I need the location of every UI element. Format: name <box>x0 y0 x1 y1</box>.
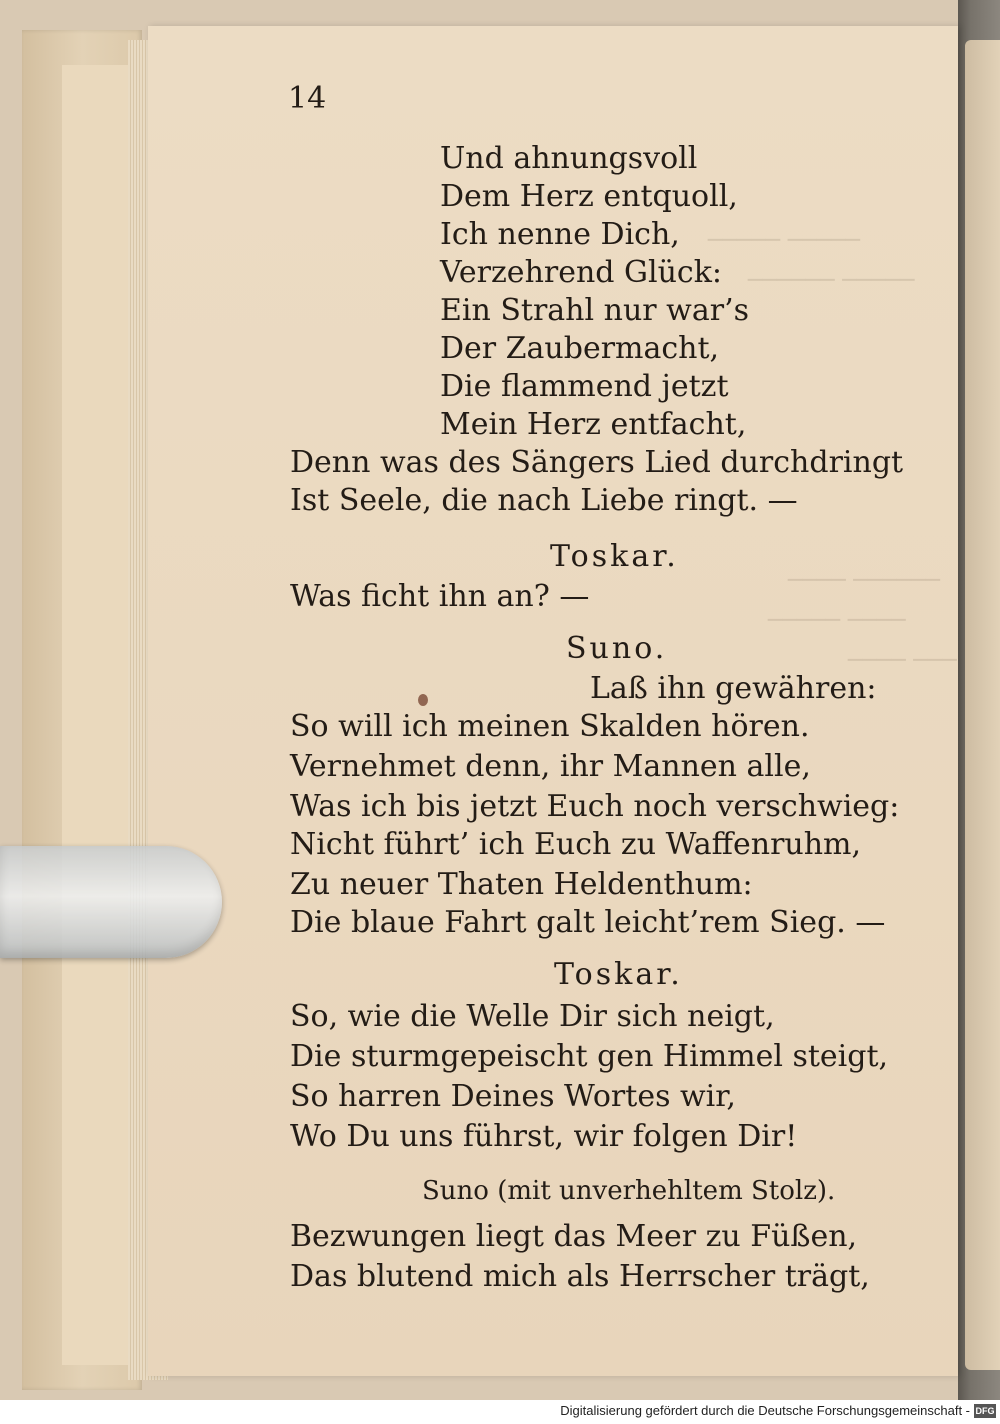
show-through-text: ───── ──── <box>768 606 906 634</box>
verse-line: Und ahnungsvoll <box>440 141 698 176</box>
page-holder-clip <box>0 846 222 958</box>
speaker-name: Suno. <box>566 631 668 666</box>
verse-line: Verzehrend Glück: <box>440 255 723 290</box>
dfg-logo: DFG <box>975 1406 995 1416</box>
verse-line: So, wie die Welle Dir sich neigt, <box>290 999 775 1034</box>
speaker-name: Toskar. <box>554 957 683 992</box>
verse-line: Dem Herz entquoll, <box>440 179 738 214</box>
verse-line: Ein Strahl nur war’s <box>440 293 749 328</box>
verse-line: Das blutend mich als Herrscher trägt, <box>290 1259 870 1294</box>
verse-line: Ich nenne Dich, <box>440 217 680 252</box>
speaker-name: Toskar. <box>550 539 679 574</box>
verse-line: Mein Herz entfacht, <box>440 407 747 442</box>
page-number: 14 <box>288 81 327 116</box>
verse-line: Was ich bis jetzt Euch noch verschwieg: <box>290 789 900 824</box>
funding-notice: Digitalisierung gefördert durch die Deutsche Forschungsgemeinschaft - <box>560 1403 970 1418</box>
show-through-text: ────── ───── <box>748 266 915 294</box>
verse-line: Denn was des Sängers Lied durchdringt <box>290 445 904 480</box>
show-through-text: ──── ────── <box>788 566 941 594</box>
verse-line: Zu neuer Thaten Heldenthum: <box>290 867 753 902</box>
show-through-text: ──── ─── <box>848 646 957 674</box>
show-through-text: ───── ───── <box>708 226 861 254</box>
verse-line: So harren Deines Wortes wir, <box>290 1079 736 1114</box>
verse-line: Die sturmgepeischt gen Himmel steigt, <box>290 1039 889 1074</box>
verse-line: Nicht führt’ ich Euch zu Waffenruhm, <box>290 827 862 862</box>
stage-direction: Suno (mit unverhehltem Stolz). <box>422 1176 836 1206</box>
verse-line: Laß ihn gewähren: <box>590 671 877 706</box>
verse-line: Ist Seele, die nach Liebe ringt. — <box>290 483 798 518</box>
book-cover-board <box>22 30 142 1390</box>
verse-line: Vernehmet denn, ihr Mannen alle, <box>290 749 811 784</box>
verse-line: Wo Du uns führst, wir folgen Dir! <box>290 1119 798 1154</box>
stain-mark <box>418 694 428 706</box>
verse-line: Der Zaubermacht, <box>440 331 720 366</box>
verse-line: So will ich meinen Skalden hören. <box>290 709 810 744</box>
verse-line: Die blaue Fahrt galt leicht’rem Sieg. — <box>290 905 886 940</box>
verse-line: Bezwungen liegt das Meer zu Füßen, <box>290 1219 858 1254</box>
verse-line: Was ficht ihn an? — <box>290 579 590 614</box>
facing-page-edge <box>965 40 1000 1370</box>
footer-bar <box>0 1400 1000 1424</box>
verse-line: Die flammend jetzt <box>440 369 729 404</box>
